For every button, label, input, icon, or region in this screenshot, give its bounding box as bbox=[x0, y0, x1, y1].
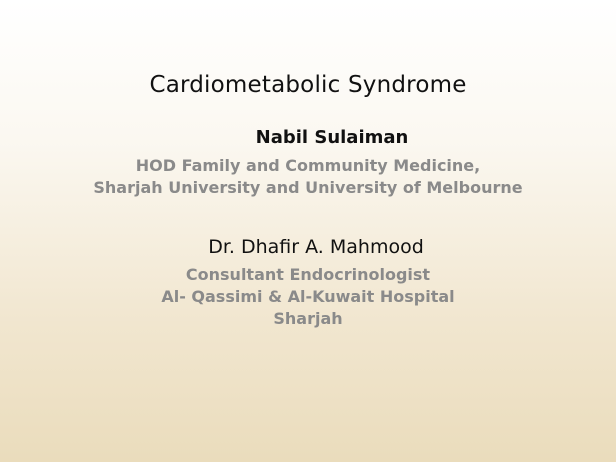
author-name-1: Nabil Sulaiman bbox=[255, 127, 409, 148]
slide-title: Cardiometabolic Syndrome bbox=[149, 72, 467, 98]
author-2-affiliation-line-3: Sharjah bbox=[273, 309, 343, 328]
author-block-2 bbox=[0, 236, 616, 330]
author-block-1 bbox=[0, 127, 616, 199]
author-1-affiliation-line-1: HOD Family and Community Medicine, bbox=[135, 156, 481, 175]
author-name-2: Dr. Dhafir A. Mahmood bbox=[208, 236, 424, 258]
author-2-affiliation-line-2: Al- Qassimi & Al-Kuwait Hospital bbox=[161, 287, 455, 306]
author-2-affiliation-line-1: Consultant Endocrinologist bbox=[185, 265, 431, 284]
author-1-affiliation-line-2: Sharjah University and University of Melbourne bbox=[93, 178, 523, 197]
